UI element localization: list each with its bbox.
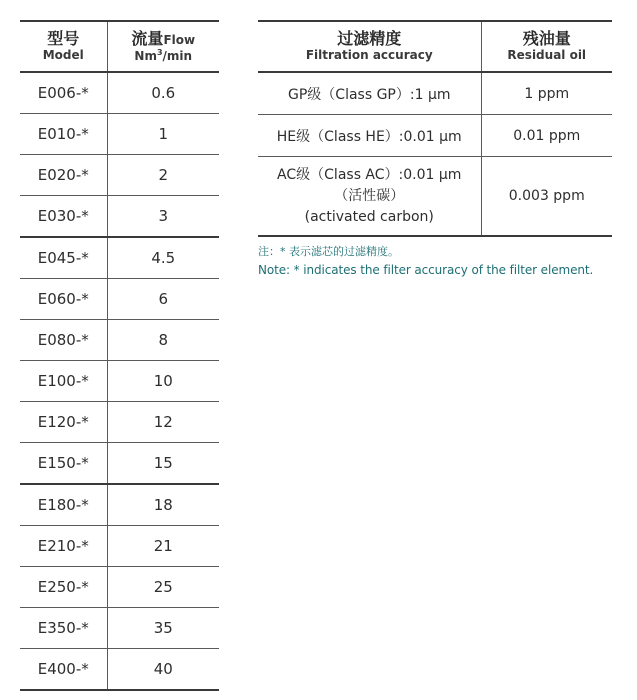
flow-cell: 35 [107,608,219,649]
accuracy-cell [258,157,481,237]
accuracy-line: AC级（Class AC）:0.01 μm [277,166,462,183]
accuracy-header-en: Filtration accuracy [305,48,433,62]
oil-header-en: Residual oil [507,48,587,62]
model-header-cn: 型号 [47,29,80,48]
table-row [20,484,219,526]
accuracy-cell: GP级（Class GP）:1 μm [258,72,481,115]
model-cell: E045-* [20,237,107,279]
flow-cell: 25 [107,567,219,608]
model-cell: E060-* [20,279,107,320]
table-row [20,361,219,402]
flow-cell: 40 [107,649,219,691]
flow-unit-base: Nm [134,48,157,63]
oil-cell: 1 ppm [481,72,612,115]
flow-table-header [20,21,219,72]
model-cell: E400-* [20,649,107,691]
table-row [258,115,612,157]
accuracy-line: (activated carbon) [304,208,434,225]
table-row [20,649,219,691]
flow-cell: 0.6 [107,72,219,114]
model-cell: E006-* [20,72,107,114]
model-header [20,21,107,72]
flow-cell: 2 [107,155,219,196]
flow-cell: 3 [107,196,219,238]
flow-cell: 8 [107,320,219,361]
oil-header-cn: 残油量 [522,29,571,48]
model-cell: E010-* [20,114,107,155]
model-cell: E150-* [20,443,107,485]
table-row [258,72,612,115]
accuracy-table [258,20,612,237]
table-row [20,237,219,279]
table-row [20,443,219,485]
flow-cell: 6 [107,279,219,320]
model-cell: E180-* [20,484,107,526]
flow-header-cn: 流量 [131,28,164,48]
flow-unit-sup: 3 [156,47,163,57]
accuracy-line: （活性碳） [334,187,405,204]
flow-table [20,20,219,691]
model-header-en: Model [42,48,84,62]
table-row [258,157,612,237]
table-row [20,114,219,155]
flow-cell: 18 [107,484,219,526]
flow-header-en: Flow [163,32,196,47]
flow-cell: 4.5 [107,237,219,279]
model-cell: E080-* [20,320,107,361]
flow-cell: 12 [107,402,219,443]
accuracy-header [258,21,481,72]
model-cell: E030-* [20,196,107,238]
oil-cell: 0.003 ppm [481,157,612,237]
oil-header [481,21,612,72]
model-cell: E120-* [20,402,107,443]
flow-cell: 1 [107,114,219,155]
model-cell: E350-* [20,608,107,649]
table-row [20,72,219,114]
oil-cell: 0.01 ppm [481,115,612,157]
flow-cell: 21 [107,526,219,567]
table-row [20,320,219,361]
model-cell: E210-* [20,526,107,567]
note-en: Note: * indicates the filter accuracy of the filter element. [258,263,594,277]
model-cell: E100-* [20,361,107,402]
note-cn: 注：* 表示滤芯的过滤精度。 [258,245,399,258]
model-cell: E250-* [20,567,107,608]
flow-header-title [108,30,220,49]
flow-header [107,21,219,72]
flow-unit [108,49,220,64]
table-row [20,526,219,567]
model-cell: E020-* [20,155,107,196]
table-row [20,196,219,238]
accuracy-header-cn: 过滤精度 [337,29,402,48]
accuracy-table-header [258,21,612,72]
table-row [20,567,219,608]
flow-cell: 10 [107,361,219,402]
table-row [20,402,219,443]
table-row [20,608,219,649]
accuracy-cell: HE级（Class HE）:0.01 μm [258,115,481,157]
flow-cell: 15 [107,443,219,485]
table-row [20,279,219,320]
table-row [20,155,219,196]
flow-unit-rest: /min [162,48,193,63]
